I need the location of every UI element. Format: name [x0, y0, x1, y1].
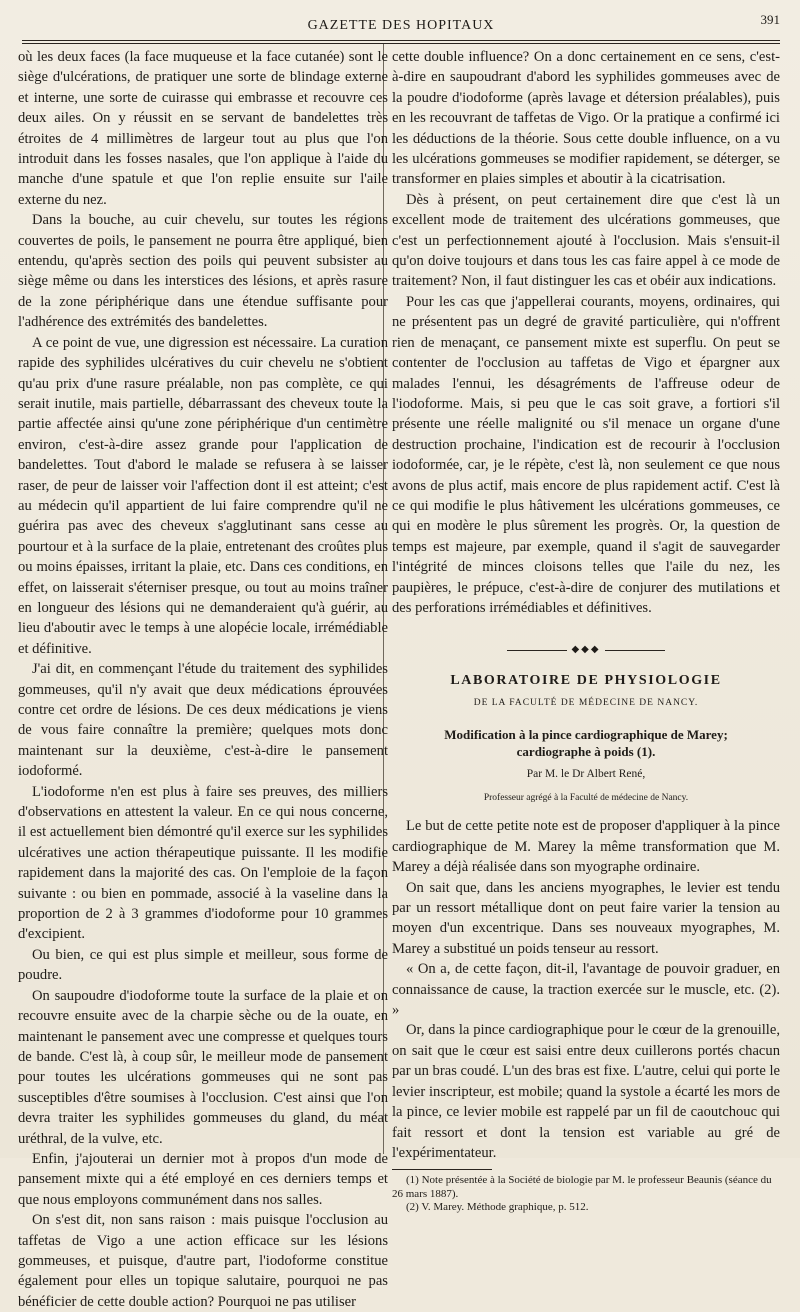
left-column: [18, 47, 388, 1312]
page-header: [22, 12, 780, 38]
paragraph: L'iodoforme n'en est plus à faire ses preuves, des milliers d'observations en attestent la valeur. En ce qui nous concerne, il est actuellement bien démontré qu'il exerce sur les syphilides ulcératives une action thérapeutique puissante. Il les modifie rapidement dans la majorité des cas. On l'emploie de la façon suivante : ou bien en pommade, associé à la vaseline dans la proportion de 2 à 3 grammes d'iodoforme pour 10 grammes d'excipient.: [18, 783, 388, 943]
header-rule-thin: [22, 43, 780, 44]
paragraph: On s'est dit, non sans raison : mais puisque l'occlusion au taffetas de Vigo a une action efficace sur les lésions gommeuses, et puisque, d'autre part, l'iodoforme constitue également pour elles un topique salutaire, pourquoi ne pas bénéficier de cette double action? Pourquoi ne pas utiliser: [18, 1212, 388, 1310]
paragraph: Ou bien, ce qui est plus simple et meilleur, sous forme de poudre.: [18, 946, 388, 984]
paragraph: Dès à présent, on peut certainement dire que c'est là un excellent mode de traitement des ulcérations gommeuses, que c'est un perfectionnement ajouté à l'occlusion. Mais s'ensuit-il qu'on doive toujours et dans tous les cas faire appel à ce mode de traitement? Non, il faut distinguer les cas et obéir aux indications.: [392, 191, 780, 290]
running-title: GAZETTE DES HOPITAUX: [307, 18, 495, 33]
footnote-rule: [392, 1169, 492, 1170]
right-column: [392, 47, 780, 1215]
paragraph: « On a, de cette façon, dit-il, l'avantage de pouvoir graduer, en connaissance de cause, la traction exercée sur le muscle, etc. (2). »: [392, 961, 780, 1019]
article-byline: Par M. le Dr Albert René,: [526, 767, 646, 780]
header-rule: [22, 40, 780, 41]
section-ornament: ◆◆◆: [392, 640, 780, 660]
paragraph: où les deux faces (la face muqueuse et la face cutanée) sont le siège d'ulcérations, de pratiquer une sorte de blindage externe et interne, une sorte de cuirasse qui embrasse et recouvre ces deux ailes. On y réussit en se servant de bandelettes très étroites de 4 millimètres de largeur tout au plus que l'on introduit dans les fosses nasales, que l'on applique à l'aide du manche d'une spatule et que l'on replie ensuite sur l'aile externe du nez.: [18, 49, 388, 208]
paragraph: J'ai dit, en commençant l'étude du traitement des syphilides gommeuses, qu'il n'y avait que deux médications éprouvées contre cet ordre de lésions. De ces deux médications je viens de vous faire connaître la première; quelques mots donc maintenant sur la deuxième, c'est-à-dire le pansement iodoformé.: [18, 661, 388, 780]
paragraph: Dans la bouche, au cuir chevelu, sur toutes les régions couvertes de poils, le pansement ne pourra être appliqué, bien entendu, qu'après section des poils qui peuvent subsister au siège même ou dans les interstices des lésions, et après rasure de la zone périphérique dans une étendue suffisante pour l'adhérence des extrémités des bandelettes.: [18, 212, 388, 331]
author-affiliation: Professeur agrégé à la Faculté de médecine de Nancy.: [483, 793, 689, 803]
section-subheading: DE LA FACULTÉ DE MÉDECINE DE NANCY.: [473, 698, 699, 709]
paragraph: On saupoudre d'iodoforme toute la surface de la plaie et on recouvre ensuite avec de la charpie sèche ou de la ouate, en maintenant le pansement avec une compresse et quelques tours de bande. C'est là, à coup sûr, le meilleur mode de pansement pour toutes les ulcérations gommeuses qui ne sont pas susceptibles d'être soumises à l'occlusion. C'est ainsi que l'on devra traiter les syphilides gommeuses du gland, du méat uréthral, de la vulve, etc.: [18, 987, 388, 1147]
paragraph: cette double influence? On a donc certainement en ce sens, c'est-à-dire en saupoudrant d'abord les syphilides gommeuses avec de la poudre d'iodoforme (après lavage et détersion préalables), puis en les recouvrant de taffetas de Vigo. Or la pratique a confirmé ici les déductions de la théorie. Sous cette double influence, on a vu les ulcérations gommeuses se modifier rapidement, se déterger, se transformer en plaies simples et aboutir à la cicatrisation.: [392, 49, 780, 188]
paragraph: A ce point de vue, une digression est nécessaire. La curation rapide des syphilides ulcératives du cuir chevelu ne s'obtient qu'au prix d'une rasure préalable, non pas complète, ce qui serait inutile, mais partielle, débarrassant des cheveux toute la partie affectée ainsi qu'une zone périphérique d'un centimètre environ, c'est-à-dire assez grande pour l'application de bandelettes. Tout d'abord le malade se refusera à se laisser raser, de peur de laisser voir l'affection dont il est atteint; c'est au médecin qu'il appartient de lui faire comprendre qu'il ne guérira pas avec des cheveux s'agglutinant sans cesse au pourtour et à la surface de la plaie, entretenant des croûtes plus ou moins épaisses, irritant la plaie, etc. Dans ces conditions, en effet, on laisserait s'éterniser presque, ou tout au moins traîner en longueur des lésions qui ne demanderaient qu'à guérir, au lieu d'aboutir avec le temps à une alopécie locale, irrémédiable et définitive.: [18, 334, 388, 657]
page-number: 391: [760, 12, 780, 27]
paragraph: Pour les cas que j'appellerai courants, moyens, ordinaires, qui ne présentent pas un degré de gravité particulière, qui n'offrent rien de menaçant, ce pansement mixte est superflu. On peut se contenter de l'occlusion au taffetas de Vigo et épargner aux malades l'ennui, les désagréments de l'affreuse odeur de l'iodoforme. Mais, si peu que le cas soit grave, a fortiori s'il présente une réelle malignité ou s'il menace un organe d'une destruction prochaine, l'indication est de recourir à l'occlusion iodoformée, car, je le répète, c'est là, non seulement ce que nous avons de plus actif, mais encore de plus rapidement actif. C'est là ce qui modifie le plus hâtivement les ulcérations gommeuses, ce qui en modère le plus sûrement les progrès. Or, la question de temps est majeure, par exemple, quand il s'agit de sauvegarder l'intégrité de minces cloisons telles que l'aile du nez, les paupières, le prépuce, c'est-à-dire de conjurer des mutilations et des perforations irrémédiables et définitives.: [392, 293, 780, 616]
paragraph: Le but de cette petite note est de proposer d'appliquer à la pince cardiographique de M. Marey la même transformation que M. Marey a déjà réalisée dans son myographe ordinaire.: [392, 818, 780, 876]
paragraph: Enfin, j'ajouterai un dernier mot à propos d'un mode de pansement mixte qui a été employé en ces derniers temps et que nous employons communément dans nos salles.: [18, 1150, 388, 1208]
footnote: (2) V. Marey. Méthode graphique, p. 512.: [406, 1201, 589, 1214]
section-heading: LABORATOIRE DE PHYSIOLOGIE: [450, 672, 722, 688]
article-title: Modification à la pince cardiographique de Marey; cardiographe à poids (1).: [444, 726, 728, 759]
paragraph: Or, dans la pince cardiographique pour le cœur de la grenouille, on sait que le cœur est saisi entre deux cuillerons portés chacun par un bras coudé. L'un des bras est fixe. L'autre, celui qui porte le levier inscripteur, est mobile; quand la systole a écarté les mors de la pince, ce levier mobile est rappelé par un fil de caoutchouc qui fait ressort et dont la tension est variable au gré de l'expérimentateur.: [392, 1022, 780, 1161]
paragraph: On sait que, dans les anciens myographes, le levier est tendu par un ressort métallique dont on peut faire varier la tension au moyen d'un excentrique. Dans ses nouveaux myographes, M. Marey a substitué un poids tenseur au ressort.: [392, 879, 780, 957]
footnote: (1) Note présentée à la Société de biologie par M. le professeur Beaunis (séance du 26 mars 1887).: [392, 1174, 772, 1200]
